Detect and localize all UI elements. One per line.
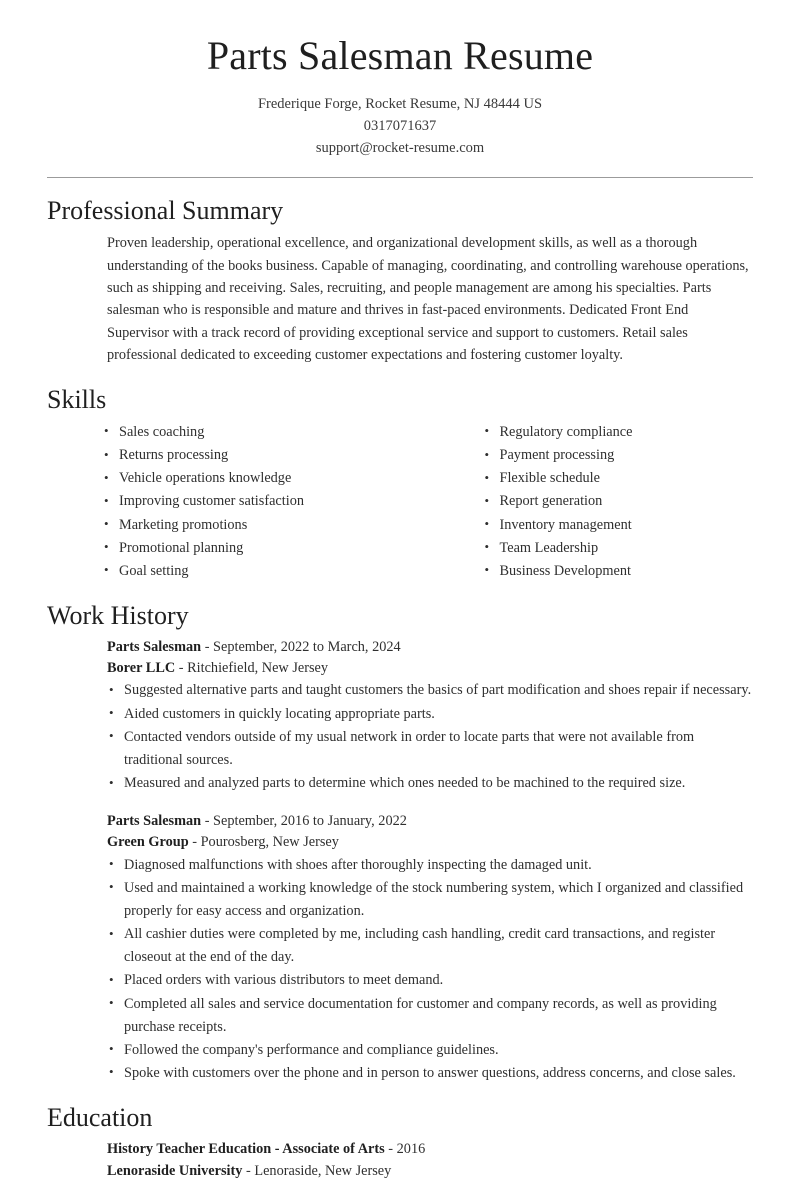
education-program-line bbox=[107, 1139, 753, 1160]
skill-item: • Improving customer satisfaction bbox=[102, 490, 428, 513]
job-company-line bbox=[107, 832, 753, 853]
education-year: 2016 bbox=[396, 1141, 426, 1158]
education-body bbox=[47, 1139, 753, 1182]
summary-body bbox=[47, 232, 753, 367]
separator: - bbox=[384, 1141, 397, 1158]
section-heading-summary: Professional Summary bbox=[47, 195, 284, 225]
job-responsibility-list bbox=[107, 679, 753, 795]
job-company: Green Group bbox=[107, 834, 189, 851]
work-history-entry bbox=[107, 637, 753, 795]
job-responsibility-item: • Aided customers in quickly locating appropriate parts. bbox=[107, 703, 753, 726]
job-title: Parts Salesman bbox=[107, 639, 202, 656]
job-title: Parts Salesman bbox=[107, 813, 202, 830]
section-heading-education: Education bbox=[47, 1103, 153, 1133]
skills-column-right bbox=[428, 421, 754, 583]
contact-phone: 0317071637 bbox=[363, 117, 437, 134]
work-history-body bbox=[47, 637, 753, 1085]
education-entry bbox=[107, 1139, 753, 1182]
section-heading-skills: Skills bbox=[47, 384, 107, 414]
job-responsibility-item: • Placed orders with various distributors to meet demand. bbox=[107, 969, 753, 992]
separator: - bbox=[201, 813, 214, 830]
section-education bbox=[0, 1102, 800, 1182]
work-history-entry bbox=[107, 811, 753, 1085]
skill-item: • Goal setting bbox=[102, 560, 428, 583]
section-work-history bbox=[0, 600, 800, 1085]
education-program: History Teacher Education - Associate of Arts bbox=[107, 1141, 385, 1158]
skill-item: • Report generation bbox=[483, 490, 754, 513]
summary-text: Proven leadership, operational excellence, and organizational development skills, as well as a thorough understanding of the books business. Capable of managing, coordinating, and controlling warehouse operations, such as shipping and receiving. Sales, recruiting, and people management are among his specialties. Parts salesman who is responsible and mature and thrives in fast-paced environments. Dedicated Front End Supervisor with a track record of providing exceptional service and support to customers. Retail sales professional dedicated to exceeding customer expectations and fostering customer loyalty. bbox=[107, 235, 749, 364]
skill-item: • Promotional planning bbox=[102, 537, 428, 560]
education-school-line bbox=[107, 1161, 753, 1182]
section-heading-work-history: Work History bbox=[47, 600, 189, 630]
skill-item: • Inventory management bbox=[483, 514, 754, 537]
separator: - bbox=[188, 834, 201, 851]
skills-columns bbox=[47, 421, 753, 583]
job-responsibility-item: • Followed the company's performance and compliance guidelines. bbox=[107, 1039, 753, 1062]
job-title-line bbox=[107, 637, 753, 658]
job-responsibility-item: • Suggested alternative parts and taught customers the basics of part modification and shoes repair if necessary. bbox=[107, 679, 753, 702]
skill-item: • Flexible schedule bbox=[483, 467, 754, 490]
skill-item: • Team Leadership bbox=[483, 537, 754, 560]
contact-address: Frederique Forge, Rocket Resume, NJ 48444 US bbox=[257, 95, 543, 112]
skills-list-right bbox=[483, 421, 754, 583]
separator: - bbox=[242, 1162, 255, 1179]
job-responsibility-item: • All cashier duties were completed by me, including cash handling, credit card transactions, and register closeout at the end of the day. bbox=[107, 923, 753, 969]
skills-column-left bbox=[102, 421, 428, 583]
job-dates: September, 2022 to March, 2024 bbox=[213, 639, 401, 656]
job-location: Ritchiefield, New Jersey bbox=[187, 660, 329, 677]
job-responsibility-item: • Completed all sales and service documentation for customer and company records, as well as providing purchase receipts. bbox=[107, 993, 753, 1039]
skill-item: • Payment processing bbox=[483, 444, 754, 467]
section-skills bbox=[0, 384, 800, 583]
skills-list-left bbox=[102, 421, 428, 583]
separator: - bbox=[201, 639, 214, 656]
skill-item: • Marketing promotions bbox=[102, 514, 428, 537]
job-responsibility-item: • Diagnosed malfunctions with shoes after thoroughly inspecting the damaged unit. bbox=[107, 854, 753, 877]
job-responsibility-item: • Spoke with customers over the phone and in person to answer questions, address concerns, and close sales. bbox=[107, 1062, 753, 1085]
job-company-line bbox=[107, 658, 753, 679]
skill-item: • Regulatory compliance bbox=[483, 421, 754, 444]
job-responsibility-item: • Used and maintained a working knowledge of the stock numbering system, which I organized and classified properly for easy access and organization. bbox=[107, 877, 753, 923]
skill-item: • Business Development bbox=[483, 560, 754, 583]
job-title-line bbox=[107, 811, 753, 832]
job-responsibility-item: • Measured and analyzed parts to determine which ones needed to be machined to the required size. bbox=[107, 772, 753, 795]
job-location: Pourosberg, New Jersey bbox=[200, 834, 339, 851]
education-location: Lenoraside, New Jersey bbox=[254, 1162, 392, 1179]
resume-header bbox=[0, 0, 800, 159]
job-company: Borer LLC bbox=[107, 660, 176, 677]
skill-item: • Vehicle operations knowledge bbox=[102, 467, 428, 490]
separator: - bbox=[175, 660, 188, 677]
header-divider bbox=[47, 177, 753, 178]
job-dates: September, 2016 to January, 2022 bbox=[213, 813, 407, 830]
job-responsibility-item: • Contacted vendors outside of my usual network in order to locate parts that were not available from traditional sources. bbox=[107, 726, 753, 772]
education-school: Lenoraside University bbox=[107, 1162, 243, 1179]
skill-item: • Sales coaching bbox=[102, 421, 428, 444]
contact-email: support@rocket-resume.com bbox=[315, 139, 485, 156]
page-title: Parts Salesman Resume bbox=[206, 33, 594, 78]
skill-item: • Returns processing bbox=[102, 444, 428, 467]
job-responsibility-list bbox=[107, 854, 753, 1086]
section-professional-summary bbox=[0, 195, 800, 367]
